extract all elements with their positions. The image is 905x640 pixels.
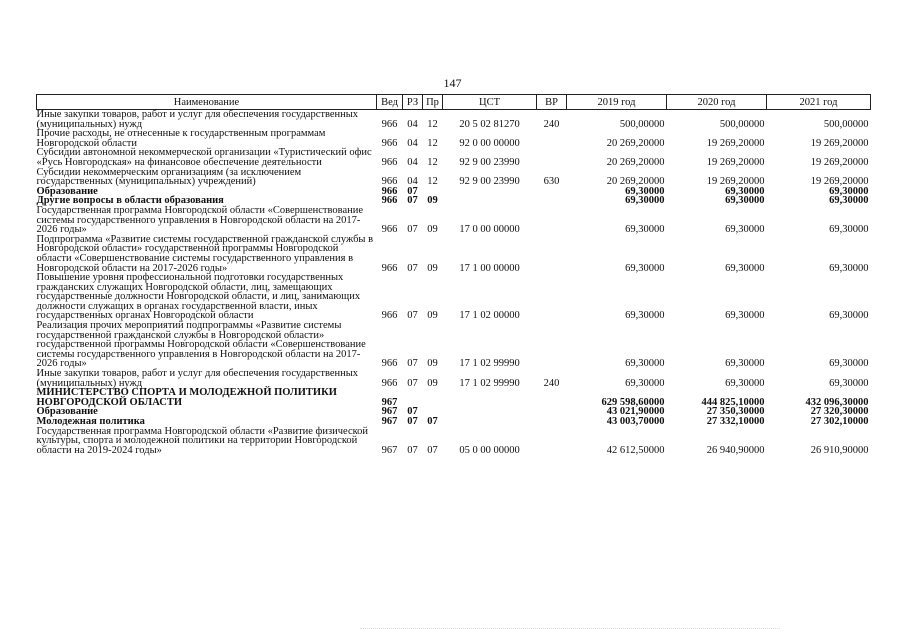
cell-pr: 09 bbox=[427, 358, 438, 370]
cell-rz: 07 bbox=[407, 358, 418, 370]
header-2019: 2019 год bbox=[567, 95, 667, 110]
cell-2020: 19 269,20000 bbox=[706, 137, 765, 149]
cell-2021: 27 302,10000 bbox=[810, 416, 869, 427]
cell-cst bbox=[443, 196, 537, 206]
cell-2019: 20 269,20000 bbox=[606, 156, 665, 168]
cell-cst: 17 1 02 99990 bbox=[459, 358, 520, 370]
cell-cst bbox=[443, 407, 537, 417]
cell-2020: 19 269,20000 bbox=[706, 156, 765, 168]
cell-2019: 69,30000 bbox=[625, 185, 665, 197]
cell-rz: 07 bbox=[407, 416, 418, 427]
cell-ved: 966 bbox=[381, 377, 398, 389]
cell-vr bbox=[537, 417, 567, 427]
cell-ved: 966 bbox=[381, 358, 398, 370]
cell-2020: 69,30000 bbox=[725, 262, 765, 274]
cell-ved: 966 bbox=[381, 310, 398, 322]
cell-pr: 12 bbox=[427, 156, 438, 168]
cell-name: Государственная программа Новгородской области «Развитие физической культуры, спорта и молодежной политики на территории Новгородской области на 2019-2024 годы» bbox=[36, 425, 369, 456]
cell-rz: 07 bbox=[407, 195, 418, 207]
table-row bbox=[37, 129, 871, 148]
cell-2020: 500,00000 bbox=[719, 118, 765, 130]
cell-pr: 12 bbox=[427, 176, 438, 188]
cell-pr: 07 bbox=[427, 416, 438, 427]
cell-rz bbox=[403, 388, 423, 407]
cell-2019: 69,30000 bbox=[625, 310, 665, 322]
cell-2019: 43 003,70000 bbox=[606, 416, 665, 427]
cell-2020: 69,30000 bbox=[725, 310, 765, 322]
cell-2020: 69,30000 bbox=[725, 185, 765, 197]
table-header-row bbox=[37, 95, 871, 110]
cell-2021: 500,00000 bbox=[823, 118, 869, 130]
cell-2019: 43 021,90000 bbox=[606, 406, 665, 418]
cell-vr bbox=[537, 129, 567, 148]
cell-name: Государственная программа Новгородской области «Совершенствование системы государственного управления в Новгородской области на 2017-2026 годы» bbox=[36, 204, 364, 236]
table-row bbox=[37, 110, 871, 130]
cell-ved: 967 bbox=[381, 444, 398, 456]
cell-rz: 04 bbox=[407, 118, 418, 130]
cell-rz: 07 bbox=[407, 310, 418, 322]
cell-vr bbox=[537, 148, 567, 167]
table-row bbox=[37, 369, 871, 388]
cell-ved: 966 bbox=[381, 185, 398, 197]
cell-name: Подпрограмма «Развитие системы государственной гражданской службы в Новгородской области» государственной программы Новгородской области «Совершенствование системы государственного управления в Новгородской области на 2017-2026 годы» bbox=[36, 233, 374, 274]
page-number: 147 bbox=[443, 76, 462, 90]
header-ved: Вед bbox=[377, 95, 403, 110]
cell-2021: 69,30000 bbox=[829, 195, 869, 207]
cell-2020: 69,30000 bbox=[725, 358, 765, 370]
cell-2019: 20 269,20000 bbox=[606, 137, 665, 149]
cell-vr bbox=[537, 273, 567, 321]
cell-ved: 966 bbox=[381, 262, 398, 274]
cell-ved: 967 bbox=[381, 406, 398, 418]
cell-ved: 966 bbox=[381, 118, 398, 130]
cell-vr bbox=[537, 235, 567, 273]
cell-name: Молодежная политика bbox=[36, 416, 145, 427]
cell-2020: 19 269,20000 bbox=[706, 176, 765, 188]
cell-cst: 17 1 02 00000 bbox=[459, 310, 520, 322]
cell-name: Другие вопросы в области образования bbox=[36, 195, 224, 207]
table-row bbox=[37, 273, 871, 321]
cell-pr: 12 bbox=[427, 118, 438, 130]
cell-pr bbox=[423, 388, 443, 407]
cell-2021: 69,30000 bbox=[829, 185, 869, 197]
cell-2020: 69,30000 bbox=[725, 377, 765, 389]
cell-name: Реализация прочих мероприятий подпрограммы «Развитие системы государственной гражданской службы в Новгородской области» государственной программы Новгородской области «Совершенствование системы государственного управления в Новгородской области на 2017-2026 годы» bbox=[36, 320, 366, 370]
cell-ved: 967 bbox=[381, 416, 398, 427]
cell-vr bbox=[537, 321, 567, 369]
header-rz: РЗ bbox=[403, 95, 423, 110]
cell-rz: 07 bbox=[407, 406, 418, 418]
cell-pr: 09 bbox=[427, 310, 438, 322]
cell-ved: 966 bbox=[381, 195, 398, 207]
scan-artifact-line bbox=[360, 628, 780, 631]
cell-name: Образование bbox=[36, 406, 98, 418]
cell-cst bbox=[443, 187, 537, 197]
cell-2021: 19 269,20000 bbox=[810, 176, 869, 188]
cell-vr bbox=[537, 427, 567, 456]
table-row bbox=[37, 388, 871, 407]
cell-cst: 17 1 00 00000 bbox=[459, 262, 520, 274]
cell-2020: 27 332,10000 bbox=[706, 416, 765, 427]
cell-pr: 09 bbox=[427, 262, 438, 274]
cell-pr: 09 bbox=[427, 377, 438, 389]
cell-2019: 69,30000 bbox=[625, 377, 665, 389]
cell-ved: 967 bbox=[381, 396, 398, 408]
cell-2021: 27 320,30000 bbox=[810, 406, 869, 418]
cell-2020: 444 825,10000 bbox=[701, 396, 765, 408]
table-row bbox=[37, 168, 871, 187]
cell-rz: 07 bbox=[407, 377, 418, 389]
cell-name: Образование bbox=[36, 185, 98, 197]
cell-2020: 26 940,90000 bbox=[706, 444, 765, 456]
cell-vr bbox=[537, 407, 567, 417]
cell-2019: 20 269,20000 bbox=[606, 176, 665, 188]
cell-2021: 69,30000 bbox=[829, 262, 869, 274]
table-body bbox=[37, 110, 871, 456]
cell-name: Субсидии некоммерческим организациям (за исключением государственных (муниципальных) учреждений) bbox=[36, 166, 302, 188]
cell-vr bbox=[537, 187, 567, 197]
cell-ved: 966 bbox=[381, 156, 398, 168]
cell-rz: 07 bbox=[407, 224, 418, 236]
cell-vr bbox=[537, 388, 567, 407]
cell-cst: 05 0 00 00000 bbox=[459, 444, 520, 456]
cell-rz: 07 bbox=[407, 185, 418, 197]
cell-rz: 07 bbox=[407, 444, 418, 456]
cell-name: МИНИСТЕРСТВО СПОРТА И МОЛОДЕЖНОЙ ПОЛИТИКИ НОВГОРОДСКОЙ ОБЛАСТИ bbox=[36, 387, 337, 408]
cell-ved: 966 bbox=[381, 176, 398, 188]
cell-rz: 04 bbox=[407, 156, 418, 168]
header-vr: ВР bbox=[537, 95, 567, 110]
cell-2019: 69,30000 bbox=[625, 358, 665, 370]
table-row bbox=[37, 148, 871, 167]
cell-name: Иные закупки товаров, работ и услуг для обеспечения государственных (муниципальных) нужд bbox=[36, 109, 359, 130]
cell-2021: 69,30000 bbox=[829, 358, 869, 370]
header-2020: 2020 год bbox=[667, 95, 767, 110]
cell-2019: 500,00000 bbox=[619, 118, 665, 130]
budget-table bbox=[36, 94, 871, 455]
cell-2021: 432 096,30000 bbox=[805, 396, 869, 408]
cell-vr bbox=[537, 206, 567, 235]
cell-2020: 27 350,30000 bbox=[706, 406, 765, 418]
table-row bbox=[37, 427, 871, 456]
cell-2021: 69,30000 bbox=[829, 310, 869, 322]
cell-2021: 19 269,20000 bbox=[810, 137, 869, 149]
cell-2021: 19 269,20000 bbox=[810, 156, 869, 168]
cell-2019: 629 598,60000 bbox=[601, 396, 665, 408]
cell-name: Повышение уровня профессиональной подготовки государственных гражданских служащих Новгородской области, лиц, замещающих государственные должности Новгородской области, и лиц, занимающих должности служащих в органах государственной власти, иных государственных органах Новгородской области bbox=[36, 272, 361, 322]
cell-2019: 69,30000 bbox=[625, 262, 665, 274]
cell-name: Прочие расходы, не отнесенные к государственным программам Новгородской области bbox=[36, 128, 326, 149]
cell-rz: 04 bbox=[407, 137, 418, 149]
cell-pr: 07 bbox=[427, 444, 438, 456]
cell-2021: 69,30000 bbox=[829, 377, 869, 389]
cell-ved: 966 bbox=[381, 137, 398, 149]
cell-pr: 09 bbox=[427, 224, 438, 236]
cell-2021: 26 910,90000 bbox=[810, 444, 869, 456]
cell-2020: 69,30000 bbox=[725, 224, 765, 236]
table-row bbox=[37, 206, 871, 235]
cell-pr: 12 bbox=[427, 137, 438, 149]
cell-name: Субсидии автономной некоммерческой организации «Туристический офис «Русь Новгородская» на финансовое обеспечение деятельности bbox=[36, 147, 372, 168]
header-2021: 2021 год bbox=[767, 95, 871, 110]
cell-vr: 240 bbox=[543, 118, 560, 130]
cell-2019: 69,30000 bbox=[625, 224, 665, 236]
cell-cst: 17 0 00 00000 bbox=[459, 224, 520, 236]
cell-cst: 17 1 02 99990 bbox=[459, 377, 520, 389]
cell-vr: 630 bbox=[543, 176, 560, 188]
cell-rz: 07 bbox=[407, 262, 418, 274]
cell-ved: 966 bbox=[381, 224, 398, 236]
cell-cst bbox=[443, 417, 537, 427]
cell-2020: 69,30000 bbox=[725, 195, 765, 207]
table-row bbox=[37, 235, 871, 273]
cell-vr bbox=[537, 196, 567, 206]
cell-2021: 69,30000 bbox=[829, 224, 869, 236]
table-row bbox=[37, 321, 871, 369]
cell-rz: 04 bbox=[407, 176, 418, 188]
header-pr: Пр bbox=[423, 95, 443, 110]
header-name: Наименование bbox=[37, 95, 377, 110]
cell-cst: 20 5 02 81270 bbox=[459, 118, 520, 130]
cell-2019: 69,30000 bbox=[625, 195, 665, 207]
cell-cst bbox=[443, 388, 537, 407]
cell-pr: 09 bbox=[427, 195, 438, 207]
cell-name: Иные закупки товаров, работ и услуг для обеспечения государственных (муниципальных) нужд bbox=[36, 368, 359, 389]
cell-cst: 92 9 00 23990 bbox=[459, 176, 520, 188]
cell-vr: 240 bbox=[543, 377, 560, 389]
cell-cst: 92 9 00 23990 bbox=[459, 156, 520, 168]
header-cst: ЦСТ bbox=[443, 95, 537, 110]
cell-cst: 92 0 00 00000 bbox=[459, 137, 520, 149]
cell-2019: 42 612,50000 bbox=[606, 444, 665, 456]
